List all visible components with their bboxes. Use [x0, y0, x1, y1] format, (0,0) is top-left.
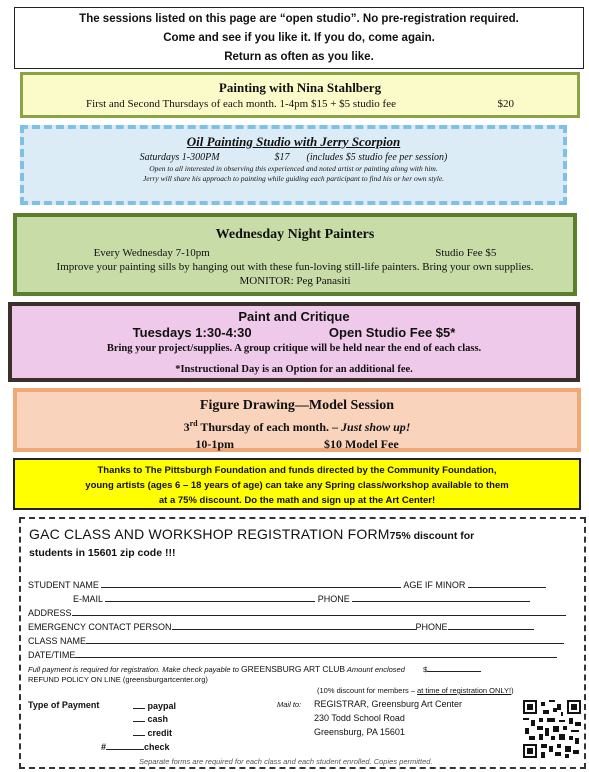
wednesday-monitor: MONITOR: Peg Panasiti — [239, 275, 351, 287]
notice-line-3: Return as often as you like. — [224, 51, 374, 63]
payment-check[interactable] — [101, 741, 170, 752]
amount-symbol: $ — [423, 665, 428, 674]
payment-note: Full payment is required for registration. Make check payable to — [28, 665, 239, 674]
foundation-line-2: young artists (ages 6 – 18 years of age) can take any Spring class/workshop available to them — [85, 480, 509, 491]
emergency-phone-label: PHONE — [415, 622, 448, 632]
painting-nina-title: Painting with Nina Stahlberg — [218, 80, 382, 95]
wednesday-schedule: Every Wednesday 7-10pm — [93, 247, 210, 259]
critique-note: *Instructional Day is an Option for an additional fee. — [175, 364, 413, 375]
email-row — [73, 593, 530, 604]
check-prefix: # — [101, 742, 107, 752]
figure-drawing-box — [13, 388, 581, 452]
figure-schedule-line — [17, 415, 577, 436]
critique-description: Bring your project/supplies. A group critique will be held near the end of each class. — [106, 343, 482, 354]
painting-nina-price: $20 — [497, 98, 514, 110]
figure-ordinal-suffix: rd — [189, 419, 198, 428]
oil-painting-schedule-line — [24, 151, 563, 164]
payment-credit[interactable] — [133, 727, 172, 738]
member-discount: (10% discount for members – — [317, 686, 418, 695]
oil-painting-title: Oil Painting Studio with Jerry Scorpion — [186, 134, 401, 149]
notice-line-1: The sessions listed on this page are “open studio”. No pre-registration required. — [79, 13, 519, 25]
mail-registrar: REGISTRAR, Greensburg Art Center — [314, 699, 463, 709]
figure-schedule: Thursday of each month. – — [197, 420, 342, 434]
figure-title: Figure Drawing—Model Session — [199, 398, 395, 413]
refund-policy: REFUND POLICY ON LINE (greensburgartcenter.org) — [28, 675, 208, 684]
mail-street: 230 Todd School Road — [314, 713, 405, 723]
cash-label: cash — [147, 714, 169, 724]
painting-nina-schedule: First and Second Thursdays of each month. 1-4pm $15 + $5 studio fee — [86, 98, 396, 110]
age-label: AGE IF MINOR — [403, 580, 466, 590]
payable-to: GREENSBURG ART CLUB — [241, 664, 346, 674]
amount-label: Amount enclosed — [346, 665, 405, 674]
phone-label: PHONE — [317, 594, 350, 604]
member-discount-end: ) — [511, 686, 514, 695]
oil-painting-box — [20, 125, 567, 205]
phone-field[interactable] — [352, 593, 530, 602]
payment-note-row — [28, 663, 481, 674]
date-time-field[interactable] — [75, 649, 557, 658]
critique-schedule: Tuesdays 1:30-4:30 — [132, 325, 252, 340]
form-title: GAC CLASS AND WORKSHOP REGISTRATION FORM — [29, 526, 390, 542]
emergency-phone-field[interactable] — [448, 621, 534, 630]
oil-painting-note-1: Open to all interested in observing this experienced and noted artist or painting along with him. — [149, 164, 438, 173]
cash-checkbox[interactable] — [133, 713, 145, 722]
wednesday-painters-box — [13, 213, 577, 296]
wednesday-fee: Studio Fee $5 — [435, 247, 497, 259]
emergency-label: EMERGENCY CONTACT PERSON — [28, 622, 172, 632]
oil-painting-note-2: Jerry will share his approach to painting while guiding each participant to find his or her own style. — [142, 174, 445, 183]
address-field[interactable] — [72, 607, 566, 616]
payment-cash[interactable] — [133, 713, 168, 724]
student-name-label: STUDENT NAME — [28, 580, 99, 590]
date-time-label: DATE/TIME — [28, 650, 76, 660]
payment-paypal[interactable] — [133, 700, 176, 711]
paint-critique-box — [8, 302, 580, 382]
class-name-field[interactable] — [86, 635, 564, 644]
student-name-field[interactable] — [101, 579, 401, 588]
form-header — [29, 526, 474, 542]
emergency-field[interactable] — [172, 621, 416, 630]
painting-nina-box — [20, 72, 580, 118]
check-number-field[interactable] — [106, 741, 144, 750]
qr-code-icon[interactable] — [523, 700, 581, 758]
member-discount-row — [317, 686, 514, 695]
form-discount-2: students in 15601 zip code !!! — [29, 547, 176, 559]
wednesday-schedule-line — [17, 246, 573, 260]
paypal-checkbox[interactable] — [133, 700, 145, 709]
address-label: ADDRESS — [28, 608, 72, 618]
age-field[interactable] — [468, 579, 546, 588]
oil-painting-price: $17 — [274, 152, 290, 163]
address-row — [28, 607, 566, 618]
figure-time: 10-1pm — [195, 437, 234, 451]
figure-time-line — [17, 436, 577, 453]
registration-form — [19, 517, 586, 769]
wednesday-description: Improve your painting sills by hanging out with these fun-loving still-life painters. Bring your own supplies. — [56, 261, 534, 273]
form-footer: Separate forms are required for each class and each student enrolled. Copies permitted. — [139, 757, 433, 766]
class-name-label: CLASS NAME — [28, 636, 87, 646]
payment-type-label: Type of Payment — [28, 700, 100, 710]
date-time-row — [28, 649, 557, 660]
foundation-line-1: Thanks to The Pittsburgh Foundation and funds directed by the Community Foundation, — [97, 465, 497, 476]
member-discount-emphasis: at time of registration ONLY! — [417, 686, 512, 695]
form-discount: 75% discount for — [389, 530, 475, 542]
check-label: check — [144, 742, 170, 752]
oil-painting-fee-note: (includes $5 studio fee per session) — [306, 152, 448, 163]
figure-ordinal: 3 — [183, 420, 190, 434]
figure-emphasis: Just show up! — [341, 420, 411, 434]
foundation-notice — [13, 458, 581, 510]
foundation-line-3: at a 75% discount. Do the math and sign up at the Art Center! — [158, 495, 436, 506]
email-field[interactable] — [105, 593, 315, 602]
emergency-row — [28, 621, 534, 632]
notice-line-2: Come and see if you like it. If you do, come again. — [163, 32, 435, 44]
oil-painting-schedule: Saturdays 1-300PM — [139, 152, 220, 163]
credit-label: credit — [147, 728, 173, 738]
amount-field[interactable] — [427, 663, 481, 672]
wednesday-title: Wednesday Night Painters — [215, 227, 375, 242]
painting-nina-details — [23, 96, 577, 112]
mail-city: Greensburg, PA 15601 — [314, 727, 405, 737]
critique-title: Paint and Critique — [238, 309, 350, 324]
mail-to-label: Mail to: — [277, 700, 302, 709]
critique-schedule-line — [12, 325, 576, 341]
credit-checkbox[interactable] — [133, 727, 145, 736]
email-label: E-MAIL — [73, 594, 103, 604]
critique-fee: Open Studio Fee $5* — [328, 325, 456, 340]
figure-fee: $10 Model Fee — [324, 437, 399, 451]
class-name-row — [28, 635, 564, 646]
open-studio-notice — [14, 7, 584, 69]
paypal-label: paypal — [147, 701, 177, 711]
student-name-row — [28, 579, 546, 590]
